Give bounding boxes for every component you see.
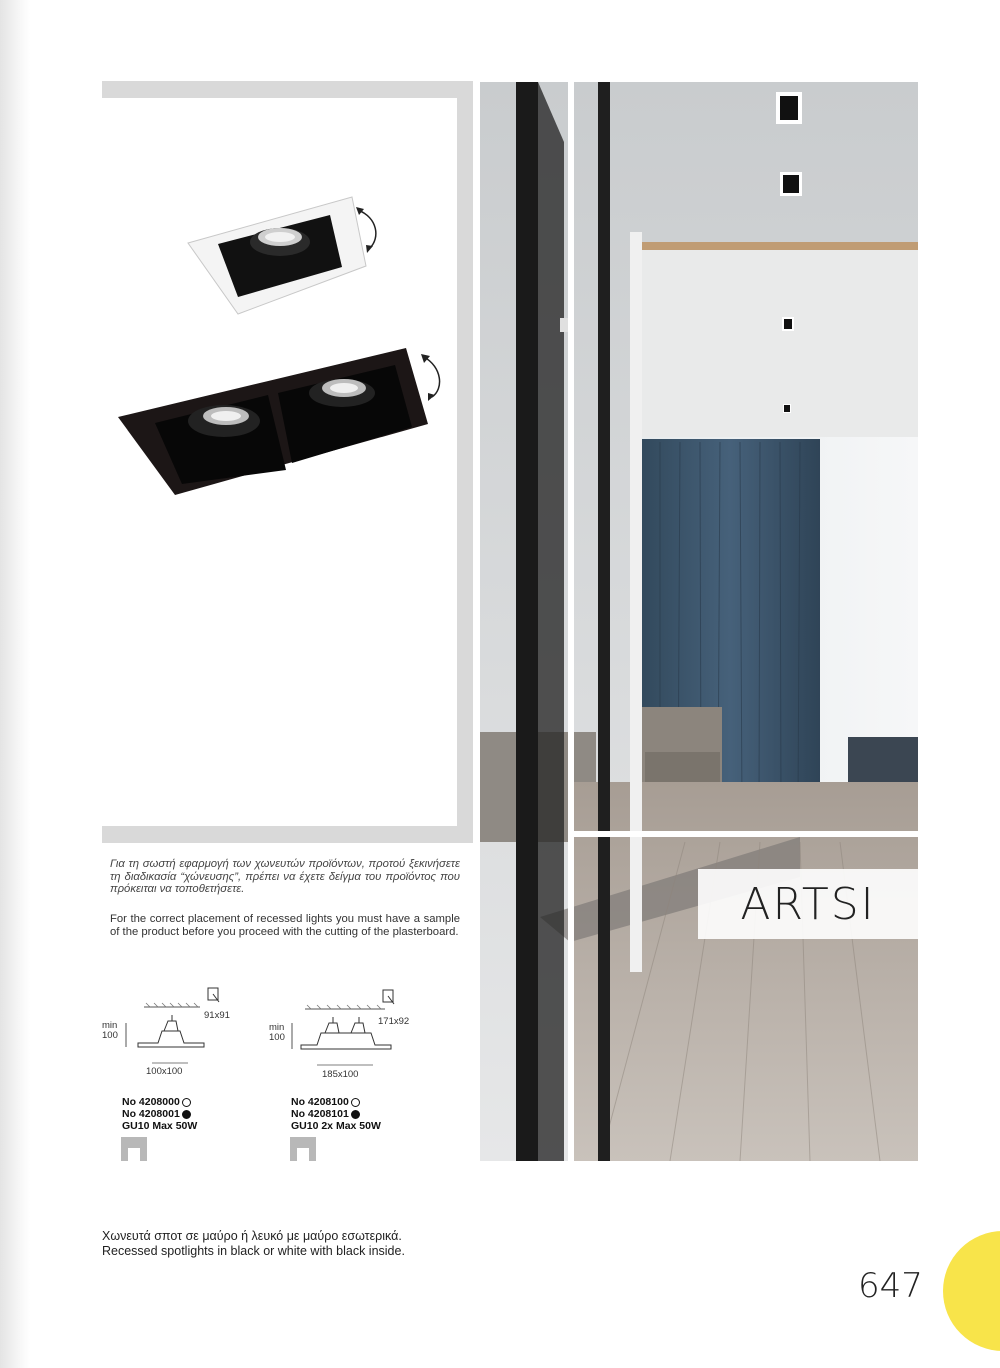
installation-note-english: For the correct placement of recessed lights you must have a sample of the product before you proceed with the cutting of the plasterboard.: [110, 913, 460, 938]
min-depth-label: min: [269, 1022, 285, 1033]
product-code-black: No 4208101: [291, 1108, 349, 1120]
product-codes-double: [291, 1096, 381, 1132]
code-black-line: [291, 1108, 381, 1120]
page-gutter-shade: [0, 0, 30, 1368]
black-finish-icon: [182, 1110, 191, 1119]
min-depth-label: min: [102, 1020, 118, 1031]
product-code-white: No 4208100: [291, 1096, 349, 1108]
product-spec: GU10 2x Max 50W: [291, 1120, 381, 1132]
white-finish-icon: [182, 1098, 191, 1107]
code-white-line: [291, 1096, 381, 1108]
brand-label-box: [698, 869, 918, 939]
photo-divider-horizontal: [574, 831, 918, 837]
product-frame-top: [102, 81, 473, 98]
technical-drawing-double: [265, 985, 430, 1083]
caption-english: Recessed spotlights in black or white with black inside.: [102, 1244, 405, 1258]
code-black-line: [122, 1108, 197, 1120]
black-finish-icon: [351, 1110, 360, 1119]
product-codes-single: [122, 1096, 197, 1132]
min-depth-value: 100: [269, 1032, 285, 1043]
photo-divider-vertical: [568, 82, 574, 1161]
body-dimension: 185x100: [322, 1069, 359, 1080]
recessed-type-icon: [121, 1137, 147, 1161]
code-white-line: [122, 1096, 197, 1108]
installation-note-greek: Για τη σωστή εφαρμογή των χωνευτών προϊόντων, προτού ξεκινήσετε τη διαδικασία “χώνευσης”, πρέπει να έχετε δείγμα του προϊόντος που πρόκειται να τοποθετήσετε.: [110, 858, 460, 895]
product-frame-right: [457, 81, 473, 843]
min-depth-value: 100: [102, 1030, 118, 1041]
product-image-single-spotlight: [180, 190, 390, 320]
product-spec: GU10 Max 50W: [122, 1120, 198, 1132]
spec-line: [122, 1120, 197, 1132]
brand-name: ARTSI: [740, 878, 876, 930]
recessed-type-icon: [290, 1137, 316, 1161]
product-image-double-spotlight: [110, 345, 450, 505]
cutout-dimension: 91x91: [204, 1010, 230, 1021]
white-finish-icon: [351, 1098, 360, 1107]
interior-photo: [480, 82, 918, 1161]
cutout-dimension: 171x92: [378, 1016, 410, 1027]
body-dimension: 100x100: [146, 1066, 183, 1077]
product-frame-bottom: [102, 826, 473, 843]
product-caption: [102, 1229, 405, 1259]
product-code-black: No 4208001: [122, 1108, 180, 1120]
caption-greek: Χωνευτά σποτ σε μαύρο ή λευκό με μαύρο εσωτερικά.: [102, 1229, 402, 1243]
page-marker-circle: [943, 1231, 1000, 1351]
technical-drawing-single: [100, 985, 270, 1080]
product-code-white: No 4208000: [122, 1096, 180, 1108]
page-number: 647: [858, 1266, 923, 1306]
spec-line: [291, 1120, 381, 1132]
